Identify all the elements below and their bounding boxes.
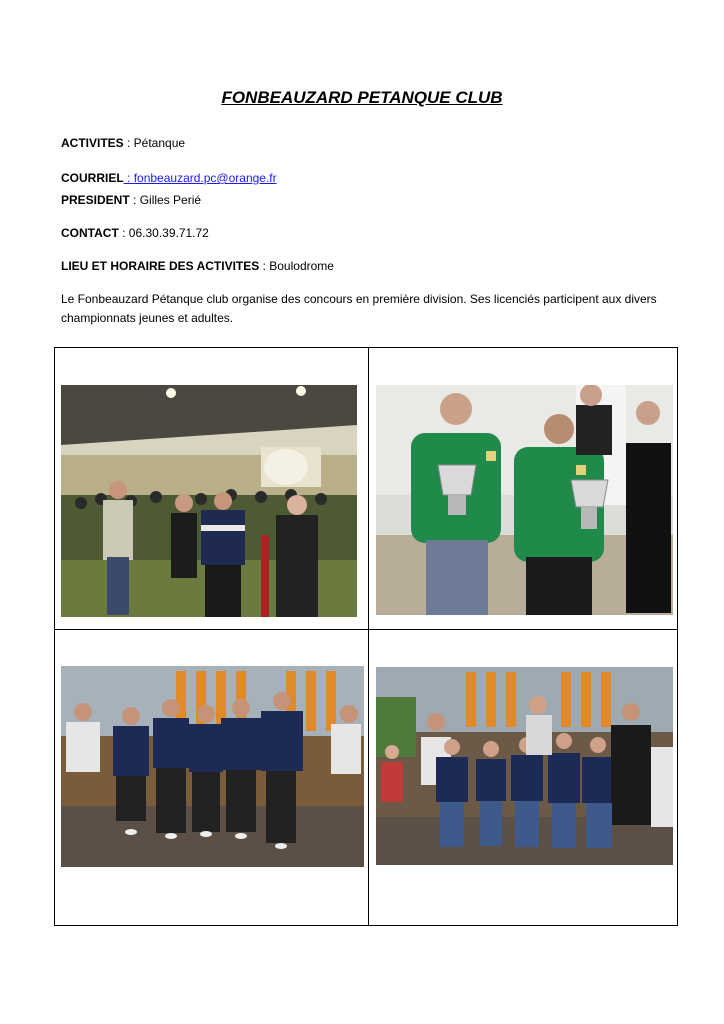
page-title: FONBEAUZARD PETANQUE CLUB	[221, 88, 503, 107]
lieu-value: : Boulodrome	[259, 259, 334, 273]
photo-team-adults	[61, 666, 364, 867]
contact-value: : 06.30.39.71.72	[118, 226, 209, 240]
lieu-label: LIEU ET HORAIRE DES ACTIVITES	[61, 259, 260, 273]
photo-team-youth	[376, 667, 673, 865]
table-divider-vertical	[368, 348, 369, 925]
photo-table	[54, 347, 678, 926]
table-divider-horizontal	[55, 629, 677, 630]
activites-label: ACTIVITES	[61, 136, 124, 150]
courriel-sep: :	[123, 171, 134, 185]
president-value: : Gilles Perié	[129, 193, 202, 207]
club-description: Le Fonbeauzard Pétanque club organise des concours en première division. Ses licenciés participent aux divers championnats jeunes et adultes.	[61, 292, 657, 325]
courriel-label: COURRIEL	[61, 171, 124, 185]
president-label: PRESIDENT	[61, 193, 130, 207]
email-link[interactable]: fonbeauzard.pc@orange.fr	[133, 171, 277, 185]
lieu-line	[61, 258, 334, 274]
courriel-line	[61, 170, 277, 186]
photo-crowd-hall	[61, 385, 357, 617]
contact-line	[61, 225, 209, 241]
contact-label: CONTACT	[61, 226, 119, 240]
activites-line	[61, 135, 185, 151]
president-line	[61, 192, 201, 208]
activites-value: : Pétanque	[123, 136, 186, 150]
photo-trophy-winners	[376, 385, 673, 615]
